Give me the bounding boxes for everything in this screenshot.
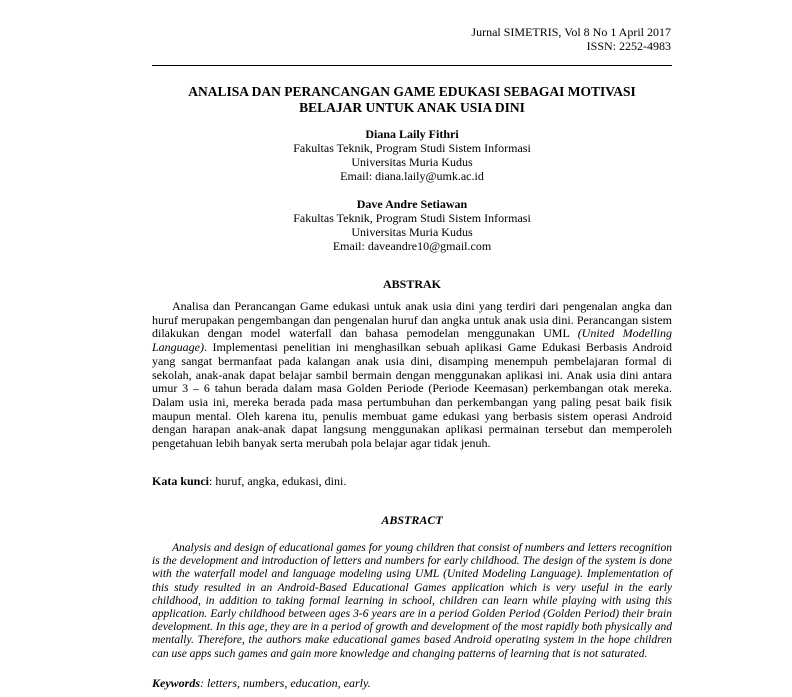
keywords (152, 676, 672, 691)
abstract-text: Analysis and design of educational games for young children that consist of numbers and letters recognition is the development and introduction of letters and numbers for early childhood. The design of the system is done with the waterfall model and language modeling using UML (United Modeling Language). Implementation of this study resulted in an Android-Based Educational Games application which is very useful in the early childhood, in addition to taking formal learning in school, children can learn while playing with using this application. Early childhood between ages 3-6 years are in a period Golden Period (Golden Period) their brain development. In this age, they are in a period of growth and development of the most rapidly both physically and mentally. Therefore, the authors make educational games based Android operating system in the hope children can use apps such games and gain more knowledge and changing patterns of learning that is not saturated. (152, 542, 672, 660)
kata-kunci-values: : huruf, angka, edukasi, dini. (209, 474, 347, 488)
paper-title-line1: ANALISA DAN PERANCANGAN GAME EDUKASI SEBAGAI MOTIVASI (188, 84, 636, 99)
keywords-label: Keywords (152, 676, 200, 690)
abstrak-text-part2: . Implementasi penelitian ini menghasilkan sebuah aplikasi Game Edukasi Berbasis Android yang sangat bermanfaat pada kalangan anak usia dini, disamping menempuh pembelajaran formal di sekolah, anak-anak dapat belajar sambil bermain dengan menggunakan aplikasi ini. Anak usia dini antara umur 3 – 6 tahun berada dalam masa Golden Periode (Periode Keemasan) perkembangan otak mereka. Dalam usia ini, mereka berada pada masa pertumbuhan dan perkembangan yang paling pesat baik fisik maupun mental. Oleh karena itu, penulis membuat game edukasi yang berbasis sistem operasi Android dengan harapan anak-anak dapat langsung menggunakan aplikasi permainan tersebut dan memperoleh pengetahuan lebih banyak serta merubah pola belajar agar tidak jenuh. (152, 340, 672, 451)
author-block-2 (152, 197, 672, 253)
author-university: Universitas Muria Kudus (351, 225, 473, 239)
paper-title-line2: BELAJAR UNTUK ANAK USIA DINI (299, 100, 525, 115)
paper-title (152, 84, 672, 116)
kata-kunci-label: Kata kunci (152, 474, 210, 488)
author-email: Email: daveandre10@gmail.com (332, 239, 492, 253)
author-block-1 (152, 127, 672, 183)
journal-header (471, 25, 671, 53)
kata-kunci (152, 474, 672, 489)
author-affiliation: Fakultas Teknik, Program Studi Sistem Informasi (293, 141, 531, 155)
keywords-values: : letters, numbers, education, early. (200, 676, 371, 690)
author-university: Universitas Muria Kudus (351, 155, 473, 169)
abstrak-text-part1: Analisa dan Perancangan Game edukasi untuk anak usia dini yang terdiri dari pengenalan angka dan huruf merupakan pengembangan dan pengenalan huruf dan angka untuk anak usia dini. Perancangan sistem dilakukan dengan model waterfall dan bahasa pemodelan menggunakan UML (152, 299, 672, 341)
header-divider (152, 65, 672, 66)
abstrak-text-italic: (United Modelling Language) (152, 326, 672, 355)
journal-issn: ISSN: 2252-4983 (586, 39, 671, 53)
journal-citation: Jurnal SIMETRIS, Vol 8 No 1 April 2017 (471, 25, 671, 39)
author-email: Email: diana.laily@umk.ac.id (340, 169, 484, 183)
author-name: Dave Andre Setiawan (356, 197, 468, 211)
author-name: Diana Laily Fithri (365, 127, 459, 141)
abstrak-heading: ABSTRAK (382, 277, 441, 291)
abstract-heading: ABSTRACT (381, 513, 443, 527)
author-affiliation: Fakultas Teknik, Program Studi Sistem Informasi (293, 211, 531, 225)
abstrak-text (152, 300, 672, 451)
